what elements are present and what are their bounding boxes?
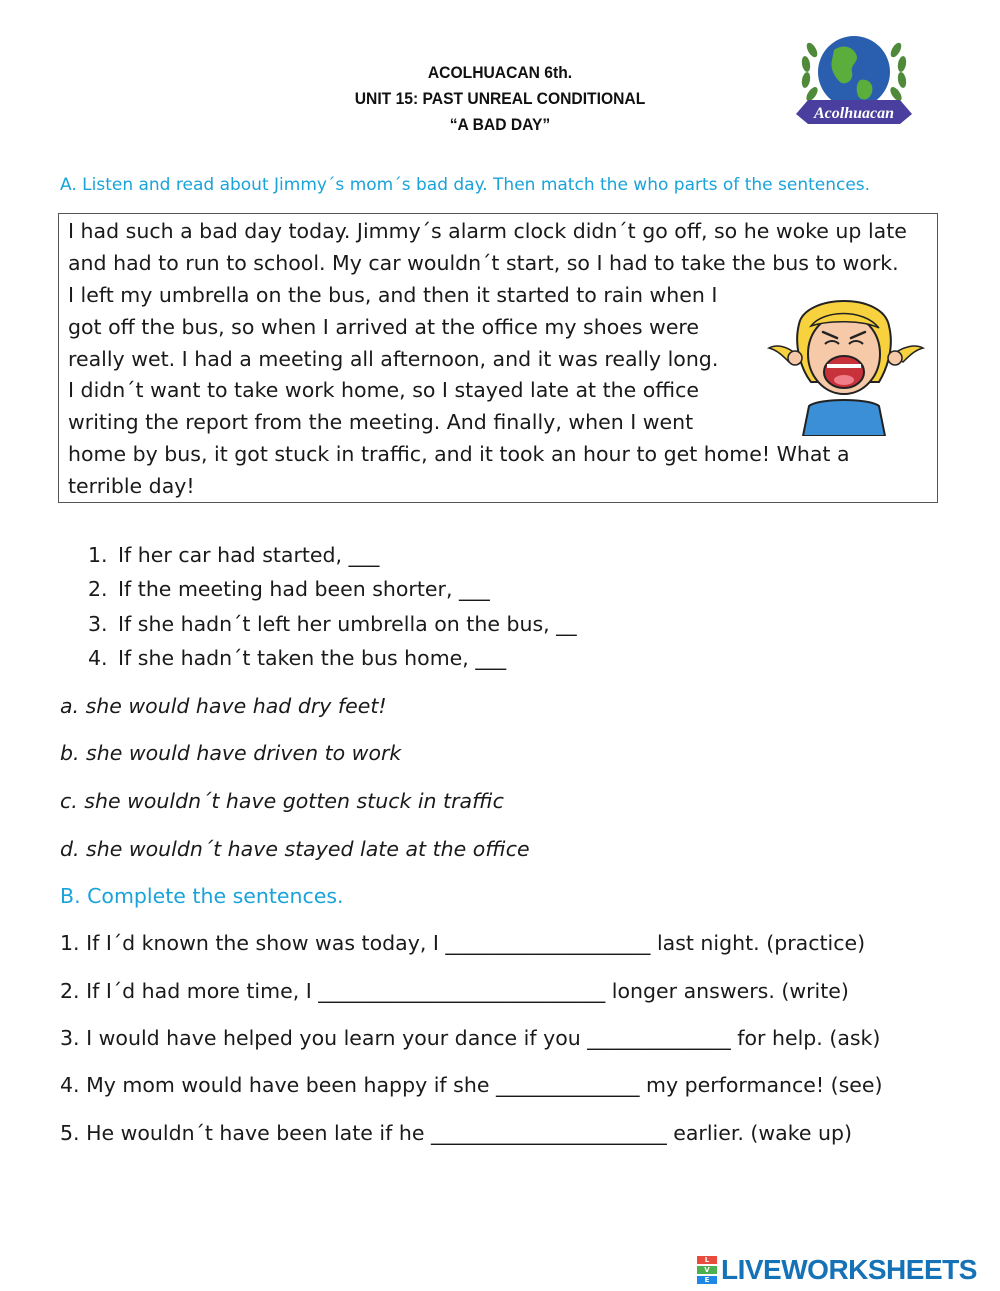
match-item: [88, 612, 577, 636]
answer-option: b. she would have driven to work: [60, 741, 402, 765]
item-number: 1.: [88, 543, 108, 567]
match-item: [88, 646, 506, 670]
liveworksheets-brand: [697, 1252, 977, 1288]
complete-sentence: 2. If I´d had more time, I ____________________________ longer answers. (write): [60, 979, 849, 1003]
school-title: ACOLHUACAN 6th.: [427, 63, 573, 82]
story-line: I left my umbrella on the bus, and then it started to rain when I: [68, 283, 718, 307]
item-text: If the meeting had been shorter, ___: [118, 577, 490, 601]
story-line: I had such a bad day today. Jimmy´s alarm clock didn´t go off, so he woke up late: [68, 219, 907, 243]
answer-option: d. she wouldn´t have stayed late at the office: [60, 837, 530, 861]
globe-icon: [818, 36, 890, 108]
story-line: really wet. I had a meeting all afternoon, and it was really long.: [68, 347, 719, 371]
item-number: 3.: [88, 612, 108, 636]
match-item: [88, 577, 490, 601]
complete-sentence: 3. I would have helped you learn your dance if you ______________ for help. (ask): [60, 1026, 881, 1050]
complete-sentence: 5. He wouldn´t have been late if he _______________________ earlier. (wake up): [60, 1121, 853, 1145]
lesson-title: “A BAD DAY”: [449, 115, 551, 134]
upset-girl-illustration: [759, 286, 931, 436]
item-number: 2.: [88, 577, 108, 601]
section-b-instruction: B. Complete the sentences.: [60, 884, 344, 908]
brand-text: LIVEWORKSHEETS: [721, 1254, 977, 1285]
unit-title: UNIT 15: PAST UNREAL CONDITIONAL: [354, 89, 646, 108]
complete-sentence: 4. My mom would have been happy if she ______________ my performance! (see): [60, 1073, 883, 1097]
story-line: terrible day!: [68, 474, 195, 498]
story-line: home by bus, it got stuck in traffic, and it took an hour to get home! What a: [68, 442, 850, 466]
story-box: [58, 213, 938, 503]
story-line: and had to run to school. My car wouldn´t start, so I had to take the bus to work.: [68, 251, 899, 275]
school-logo: [790, 28, 918, 132]
story-line: writing the report from the meeting. And finally, when I went: [68, 410, 694, 434]
section-a-instruction: A. Listen and read about Jimmy´s mom´s bad day. Then match the who parts of the sentences.: [60, 175, 871, 195]
story-line: got off the bus, so when I arrived at the office my shoes were: [68, 315, 700, 339]
complete-sentence: 1. If I´d known the show was today, I ____________________ last night. (practice): [60, 931, 866, 955]
logo-text: Acolhuacan: [813, 105, 895, 122]
liveworksheets-logo-icon: L V E: [697, 1255, 717, 1285]
answer-option: a. she would have had dry feet!: [60, 694, 387, 718]
answer-option: c. she wouldn´t have gotten stuck in traffic: [60, 789, 504, 813]
story-line: I didn´t want to take work home, so I stayed late at the office: [68, 378, 699, 402]
item-text: If her car had started, ___: [118, 543, 380, 567]
item-number: 4.: [88, 646, 108, 670]
match-item: [88, 543, 379, 567]
item-text: If she hadn´t taken the bus home, ___: [118, 646, 507, 670]
item-text: If she hadn´t left her umbrella on the bus, __: [118, 612, 577, 636]
